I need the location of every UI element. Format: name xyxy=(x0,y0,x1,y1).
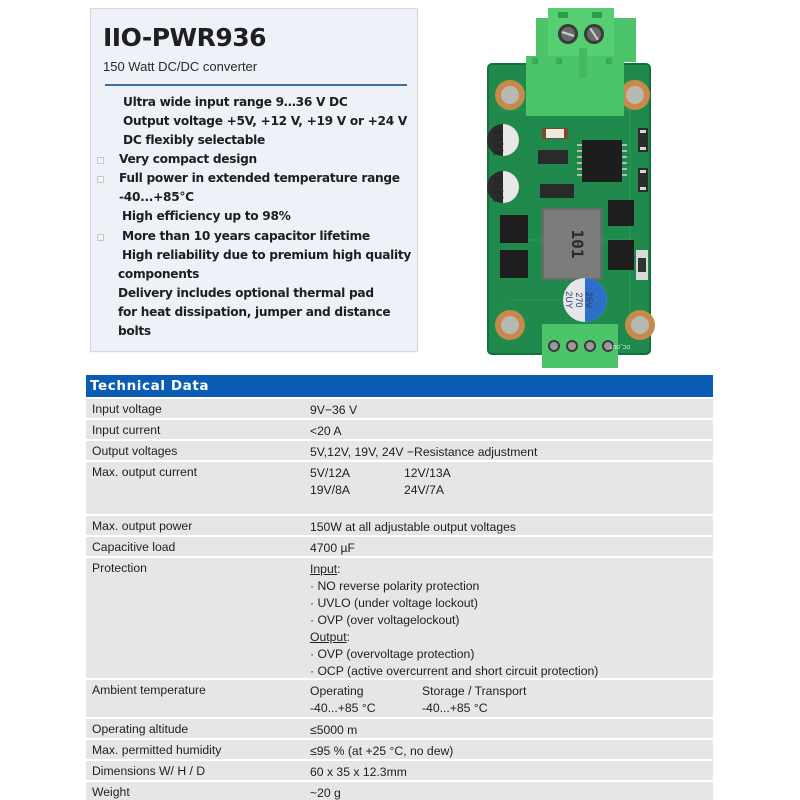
table-row xyxy=(86,420,713,439)
row-label: Output voltages xyxy=(92,444,178,458)
feature-item: DC flexibly selectable xyxy=(123,133,265,147)
table-row xyxy=(86,462,713,514)
row-label: Input current xyxy=(92,423,161,437)
row-value-col2: Storage / Transport -40...+85 °C xyxy=(422,684,527,715)
table-row xyxy=(86,719,713,738)
output-heading: Output xyxy=(310,630,347,644)
output-capacitor-icon xyxy=(563,278,607,322)
technical-data-table xyxy=(86,375,713,800)
row-value: ≤5000 m xyxy=(310,723,358,737)
row-value-col2: 12V/13A 24V/7A xyxy=(404,466,451,497)
table-row xyxy=(86,441,713,460)
row-label: Ambient temperature xyxy=(92,683,206,697)
row-value: ≤95 % (at +25 °C, no dew) xyxy=(310,744,454,758)
bullet-box-icon xyxy=(97,157,104,164)
row-value: <20 A xyxy=(310,424,342,438)
feature-item: Full power in extended temperature range xyxy=(119,171,400,185)
feature-item: Output voltage +5V, +12 V, +19 V or +24 V xyxy=(123,114,407,128)
title-divider xyxy=(105,84,407,86)
table-row xyxy=(86,537,713,556)
bullet-box-icon xyxy=(97,176,104,183)
svg-text:ılı®: ılı® xyxy=(493,177,503,183)
feature-item: Delivery includes optional thermal pad xyxy=(118,286,374,300)
feature-item: Ultra wide input range 9…36 V DC xyxy=(123,95,348,109)
row-value-col1: 5V/12A 19V/8A xyxy=(310,466,350,497)
row-label: Operating altitude xyxy=(92,722,189,736)
table-row xyxy=(86,399,713,418)
protection-details: Input: · NO reverse polarity protection · UVLO (under voltage lockout) · OVP (over voltagelockout) Output: · OVP (overvoltage protection) · OCP (active overcurrent and short circuit protection) xyxy=(310,562,599,678)
row-value-col1: Operating -40...+85 °C xyxy=(310,684,376,715)
svg-text:25V: 25V xyxy=(584,291,594,309)
table-row xyxy=(86,516,713,535)
row-label: Max. permitted humidity xyxy=(92,743,222,757)
svg-text:220: 220 xyxy=(493,137,504,143)
table-row xyxy=(86,740,713,759)
row-label: Protection xyxy=(92,561,147,575)
svg-text:DC_OUT: DC_OUT xyxy=(609,343,630,349)
feature-item: High reliability due to premium high quality xyxy=(122,248,412,262)
feature-item: components xyxy=(118,267,200,281)
inductor-icon xyxy=(542,208,602,280)
svg-text:220: 220 xyxy=(493,184,504,190)
row-label: Dimensions W/ H / D xyxy=(92,764,206,778)
row-label: Max. output current xyxy=(92,465,197,479)
svg-text:270: 270 xyxy=(574,292,584,308)
table-header: Technical Data xyxy=(86,375,713,397)
row-value: 5V,12V, 19V, 24V −Resistance adjustment xyxy=(310,445,538,459)
svg-text:LHT: LHT xyxy=(493,198,505,204)
feature-item: for heat dissipation, jumper and distance xyxy=(118,305,391,319)
row-label: Capacitive load xyxy=(92,540,176,554)
svg-text:50V: 50V xyxy=(493,144,504,150)
output-terminal-block xyxy=(542,324,618,368)
row-value: 60 x 35 x 12.3mm xyxy=(310,765,407,779)
table-row xyxy=(86,782,713,800)
feature-item: -40...+85°C xyxy=(119,190,194,204)
feature-item: High efficiency up to 98% xyxy=(122,209,291,223)
bullet-box-icon xyxy=(97,234,104,241)
feature-item: bolts xyxy=(118,324,151,338)
row-label: Max. output power xyxy=(92,519,193,533)
input-heading: Input xyxy=(310,562,338,576)
svg-text:LHT: LHT xyxy=(493,151,505,157)
product-title: IIO-PWR936 xyxy=(103,23,267,52)
row-label: Weight xyxy=(92,785,130,799)
product-image xyxy=(480,0,680,370)
input-terminal-block xyxy=(526,8,636,116)
svg-text:ılı®: ılı® xyxy=(493,130,503,136)
row-value: 4700 µF xyxy=(310,541,355,555)
svg-text:101: 101 xyxy=(568,229,587,259)
svg-text:2UY: 2UY xyxy=(564,291,574,309)
row-value: ~20 g xyxy=(310,786,341,800)
feature-item: More than 10 years capacitor lifetime xyxy=(122,229,370,243)
table-row xyxy=(86,680,713,717)
feature-card xyxy=(90,8,418,352)
table-row xyxy=(86,558,713,678)
product-subtitle: 150 Watt DC/DC converter xyxy=(103,59,258,74)
row-value: 150W at all adjustable output voltages xyxy=(310,520,516,534)
row-value: 9V−36 V xyxy=(310,403,358,417)
controller-ic xyxy=(577,140,627,182)
row-label: Input voltage xyxy=(92,402,162,416)
table-row xyxy=(86,761,713,780)
feature-item: Very compact design xyxy=(119,152,257,166)
svg-text:50V: 50V xyxy=(493,191,504,197)
